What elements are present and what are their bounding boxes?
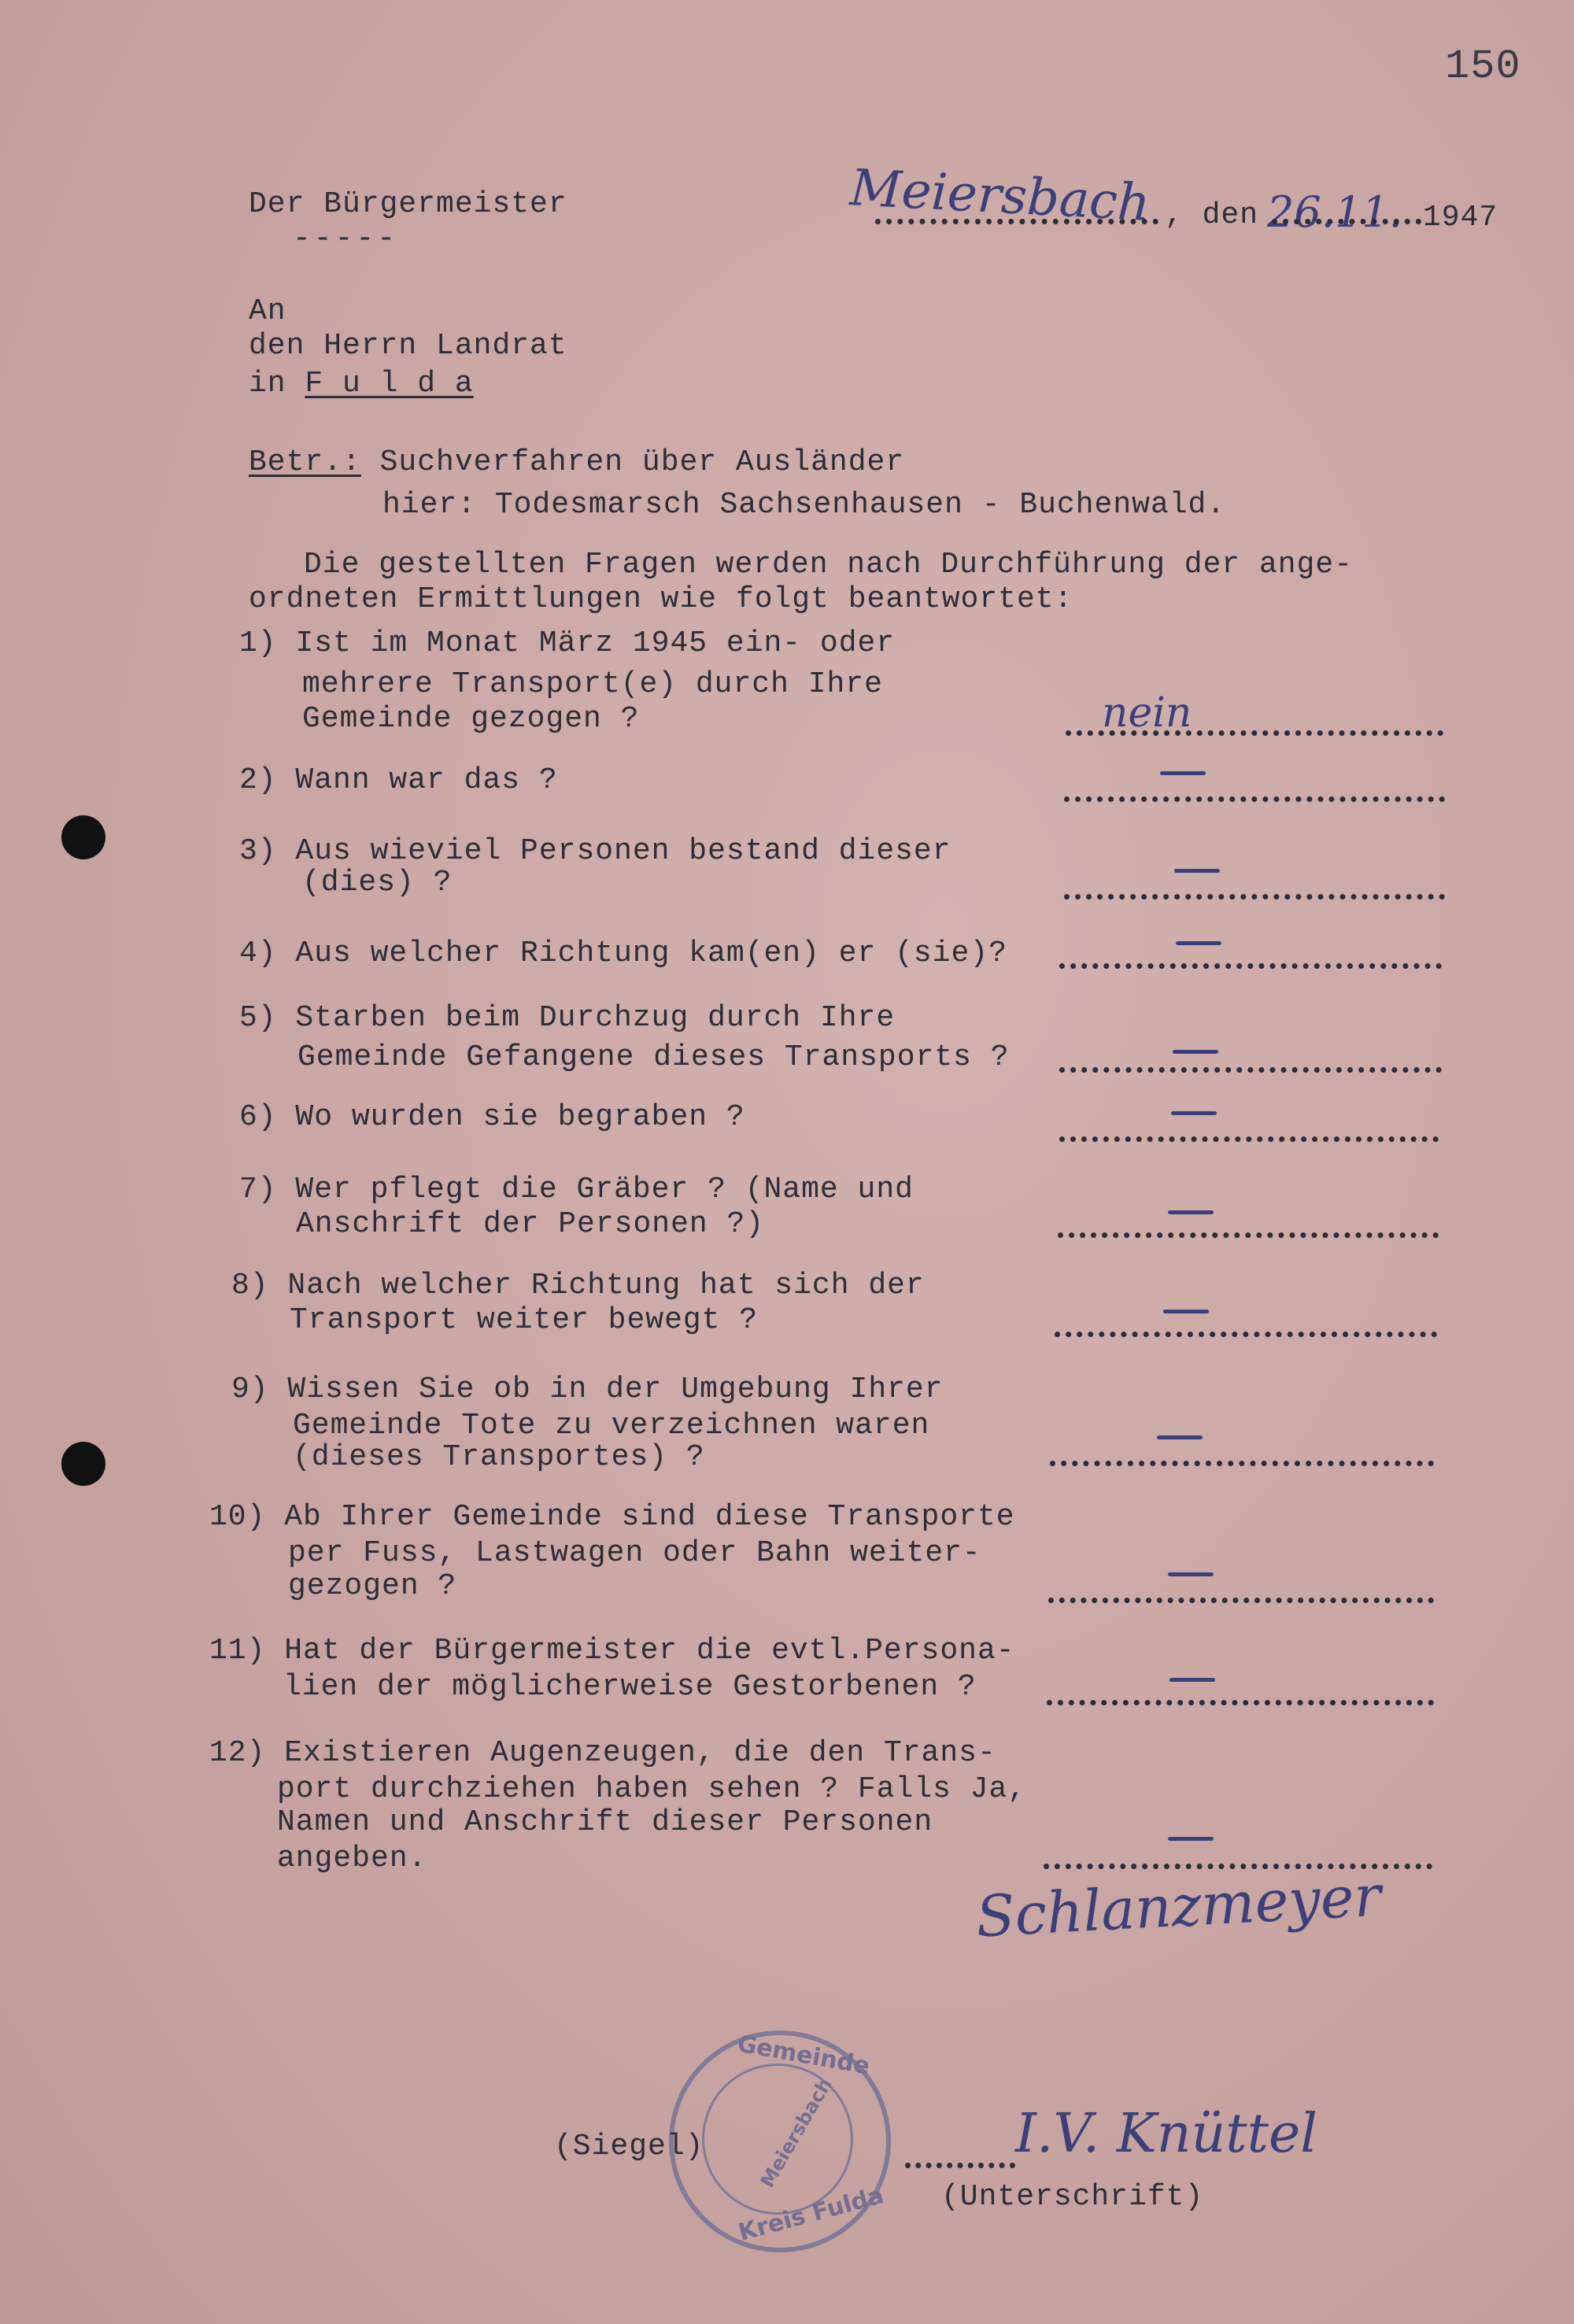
question-8-line-1: 8) Nach welcher Richtung hat sich der <box>231 1269 925 1302</box>
question-12-line-3: Namen und Anschrift dieser Personen <box>277 1805 933 1839</box>
answer-11-dotted-line <box>1047 1700 1434 1705</box>
signature-dotted-line <box>905 2163 1015 2168</box>
signature-handwritten: I.V. Knüttel <box>1015 2103 1317 2165</box>
stamp-text-place: Meiersbach <box>756 2074 837 2192</box>
question-6-line-1: 6) Wo wurden sie begraben ? <box>239 1100 745 1134</box>
recipient-line-2: den Herrn Landrat <box>249 329 567 363</box>
recipient-line-1: An <box>249 294 286 328</box>
page-number: 150 <box>1445 43 1521 90</box>
place-handwritten: Meiersbach <box>848 159 1152 233</box>
answer-3-dash <box>1174 869 1220 873</box>
intro-line-2: ordneten Ermittlungen wie folgt beantwortet: <box>249 582 1073 616</box>
answer-2-dash <box>1160 771 1206 775</box>
punch-hole-bottom <box>61 1442 105 1486</box>
question-12-line-1: 12) Existieren Augenzeugen, die den Trans- <box>209 1736 996 1770</box>
signature-label: (Unterschrift) <box>941 2180 1204 2214</box>
subject-line-1: Betr.: Suchverfahren über Ausländer <box>249 445 905 479</box>
date-year: 1947 <box>1423 201 1498 235</box>
answer-8-dash <box>1163 1310 1209 1313</box>
answer-9-dotted-line <box>1050 1461 1434 1466</box>
question-12-line-2: port durchziehen haben sehen ? Falls Ja, <box>277 1772 1027 1806</box>
question-4-line-1: 4) Aus welcher Richtung kam(en) er (sie)? <box>239 937 1007 970</box>
answer-12-dash <box>1168 1837 1214 1841</box>
question-7-line-2: Anschrift der Personen ?) <box>296 1207 765 1241</box>
question-9-line-2: Gemeinde Tote zu verzeichnen waren <box>293 1409 930 1443</box>
question-1-line-3: Gemeinde gezogen ? <box>302 702 640 736</box>
question-11-line-2: lien der möglicherweise Gestorbenen ? <box>283 1670 977 1704</box>
stamp-text-kreis: Kreis Fulda <box>735 2182 887 2247</box>
question-12-line-4: angeben. <box>277 1842 427 1875</box>
question-7-line-1: 7) Wer pflegt die Gräber ? (Name und <box>239 1173 914 1206</box>
stamp-text-gemeinde: Gemeinde <box>735 2030 872 2081</box>
question-2-line-1: 2) Wann war das ? <box>239 763 558 797</box>
subject-line-2: hier: Todesmarsch Sachsenhausen - Buchenwald. <box>382 488 1226 522</box>
sender-underline: ----- <box>293 222 399 256</box>
answer-7-dotted-line <box>1058 1232 1439 1238</box>
question-5-line-2: Gemeinde Gefangene dieses Transports ? <box>297 1040 1010 1074</box>
answer-7-dash <box>1168 1210 1214 1214</box>
answer-10-dotted-line <box>1048 1598 1434 1603</box>
answer-4-dotted-line <box>1059 963 1442 969</box>
date-handwritten: 26.11. <box>1267 187 1402 237</box>
question-9-line-3: (dieses Transportes) ? <box>293 1440 705 1474</box>
answer-12-handwritten: Schlanzmeyer <box>974 1862 1383 1950</box>
answer-1-dotted-line <box>1066 730 1443 736</box>
answer-2-dotted-line <box>1064 796 1445 802</box>
answer-5-dotted-line <box>1059 1067 1442 1073</box>
seal-label: (Siegel) <box>554 2130 704 2163</box>
question-3-line-1: 3) Aus wieviel Personen bestand dieser <box>239 834 951 868</box>
intro-line-1: Die gestellten Fragen werden nach Durchführung der ange- <box>304 548 1354 582</box>
question-10-line-2: per Fuss, Lastwagen oder Bahn weiter- <box>288 1536 981 1570</box>
answer-10-dash <box>1168 1572 1214 1576</box>
answer-3-dotted-line <box>1064 894 1445 900</box>
date-prefix: , den <box>1165 198 1259 232</box>
question-5-line-1: 5) Starben beim Durchzug durch Ihre <box>239 1001 896 1035</box>
question-1-line-1: 1) Ist im Monat März 1945 ein- oder <box>239 626 896 660</box>
recipient-line-3: in F u l d a <box>249 367 474 401</box>
question-3-line-2: (dies) ? <box>302 866 453 900</box>
answer-4-dash <box>1176 941 1221 945</box>
answer-1-handwritten: nein <box>1102 689 1192 737</box>
date-dotted-line <box>1272 219 1421 224</box>
punch-hole-top <box>61 815 105 859</box>
sender: Der Bürgermeister <box>249 187 567 221</box>
answer-9-dash <box>1157 1435 1203 1439</box>
question-9-line-1: 9) Wissen Sie ob in der Umgebung Ihrer <box>231 1373 944 1406</box>
question-1-line-2: mehrere Transport(e) durch Ihre <box>302 667 883 701</box>
question-11-line-1: 11) Hat der Bürgermeister die evtl.Persona- <box>209 1634 1015 1668</box>
answer-6-dash <box>1171 1111 1217 1115</box>
place-dotted-line <box>875 219 1158 224</box>
question-10-line-1: 10) Ab Ihrer Gemeinde sind diese Transporte <box>209 1500 1015 1534</box>
question-10-line-3: gezogen ? <box>288 1569 457 1603</box>
answer-8-dotted-line <box>1055 1332 1437 1337</box>
answer-11-dash <box>1169 1678 1215 1682</box>
answer-5-dash <box>1173 1050 1218 1054</box>
question-8-line-2: Transport weiter bewegt ? <box>290 1303 759 1337</box>
answer-6-dotted-line <box>1059 1136 1439 1142</box>
